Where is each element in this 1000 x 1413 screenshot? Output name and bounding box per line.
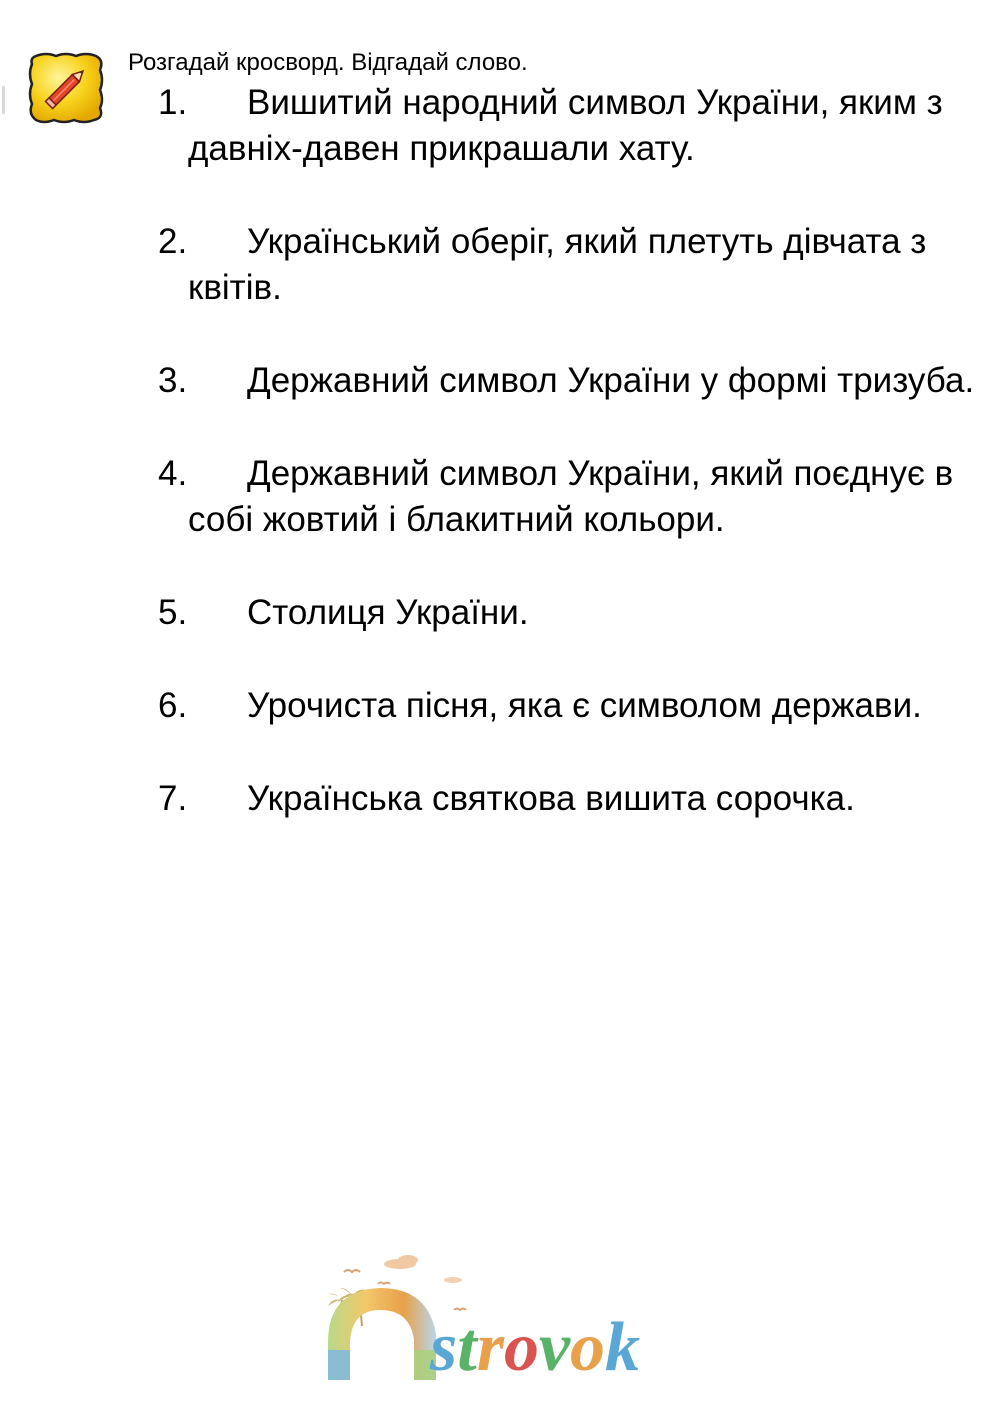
logo-letter: o — [570, 1309, 606, 1386]
question-number: 2. — [158, 222, 188, 261]
question-item — [158, 683, 978, 729]
question-number: 5. — [158, 593, 188, 632]
logo-letter: r — [476, 1309, 504, 1386]
page-edge-mark — [2, 86, 5, 114]
question-text: Державний символ України, який поєднує в собі жовтий і блакитний кольори. — [188, 454, 954, 539]
instruction-text: Розгадай кросворд. Відгадай слово. — [128, 49, 528, 76]
question-list — [158, 80, 978, 869]
question-text: Урочиста пісня, яка є символом держави. — [247, 686, 922, 725]
ostrovok-logo-graphic — [318, 1250, 758, 1390]
question-text: Українська святкова вишита сорочка. — [247, 779, 855, 818]
question-item — [158, 358, 978, 404]
question-text: Державний символ України у формі тризуба. — [247, 361, 975, 400]
logo-letter: s — [430, 1309, 458, 1386]
question-number: 4. — [158, 454, 188, 493]
question-item — [158, 451, 978, 543]
question-text: Вишитий народний символ України, яким з давніх-давен прикрашали хату. — [188, 83, 943, 168]
logo-letter: o — [503, 1309, 539, 1386]
pencil-badge — [26, 50, 106, 126]
question-number: 3. — [158, 361, 188, 400]
logo-letter: t — [457, 1309, 477, 1386]
question-text: Український оберіг, який плетуть дівчата з квітів. — [188, 222, 927, 307]
question-item — [158, 80, 978, 172]
question-number: 7. — [158, 779, 188, 818]
ostrovok-logo — [318, 1250, 758, 1390]
question-item — [158, 776, 978, 822]
question-item — [158, 590, 978, 636]
question-text: Столиця України. — [247, 593, 529, 632]
logo-text — [429, 1309, 640, 1386]
question-item — [158, 219, 978, 311]
logo-letter: v — [538, 1309, 571, 1386]
pencil-icon — [26, 50, 106, 126]
question-number: 6. — [158, 686, 188, 725]
logo-letter: k — [605, 1309, 641, 1386]
question-number: 1. — [158, 83, 188, 122]
